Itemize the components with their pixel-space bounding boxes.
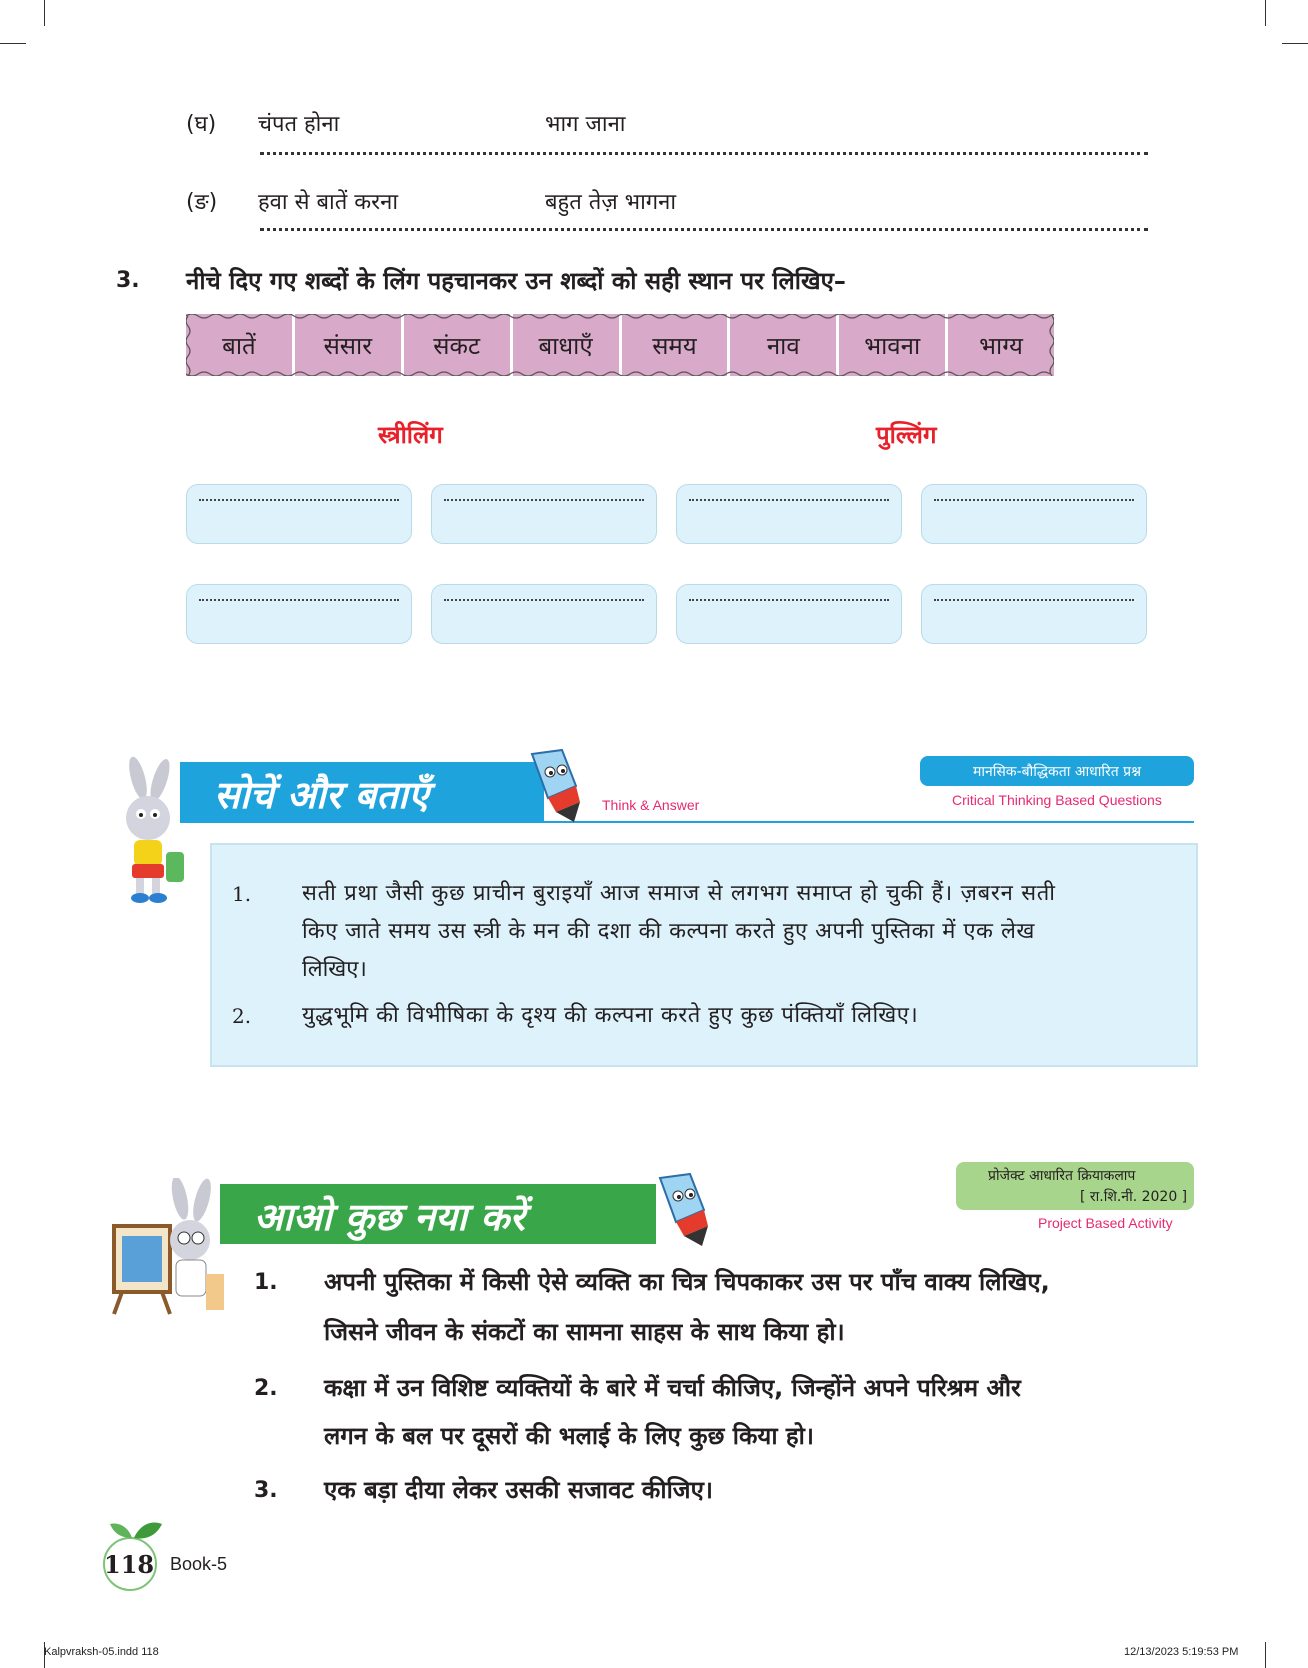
crop-mark [1265, 0, 1266, 26]
word-label: भावना [864, 331, 921, 360]
word-label: समय [652, 331, 697, 360]
project-item-line: एक बड़ा दीया लेकर उसकी सजावट कीजिए। [324, 1476, 713, 1504]
think-item-line: सती प्रथा जैसी कुछ प्राचीन बुराइयाँ आज समाज से लगभग समाप्त हो चुकी हैं। ज़बरन सती [302, 881, 1056, 906]
idiom-label: (ङ) [186, 190, 218, 215]
answer-box[interactable] [186, 484, 412, 544]
answer-box[interactable] [186, 584, 412, 644]
book-label: Book-5 [170, 1554, 228, 1574]
project-tag [956, 1162, 1194, 1210]
answer-box[interactable] [921, 584, 1147, 644]
project-item-line: अपनी पुस्तिका में किसी ऐसे व्यक्ति का चित्र चिपकाकर उस पर पाँच वाक्य लिखिए, [324, 1268, 1050, 1296]
pencil-mascot-icon [650, 1170, 714, 1250]
think-item-line: किए जाते समय उस स्त्री के मन की दशा की कल्पना करते हुए अपनी पुस्तिका में एक लेख [302, 919, 1035, 944]
idiom-text: हवा से बातें करना [258, 190, 399, 215]
crop-mark [1282, 43, 1308, 44]
project-item-line: कक्षा में उन विशिष्ट व्यक्तियों के बारे में चर्चा कीजिए, जिन्होंने अपने परिश्रम और [324, 1374, 1021, 1402]
word-label: संकट [433, 331, 481, 360]
idiom-label: (घ) [186, 112, 217, 137]
think-tag-en: Critical Thinking Based Questions [952, 792, 1162, 808]
crop-mark [1265, 1642, 1266, 1668]
answer-box[interactable] [676, 584, 902, 644]
word-label: बातें [222, 331, 256, 360]
wavy-border [186, 314, 1054, 376]
footer-file: Kalpvraksh-05.indd 118 [44, 1646, 159, 1658]
project-tag-en: Project Based Activity [1038, 1215, 1173, 1231]
rabbit-mascot-icon [108, 756, 188, 906]
project-item-line: लगन के बल पर दूसरों की भलाई के लिए कुछ किया हो। [324, 1422, 814, 1450]
idiom-meaning: भाग जाना [545, 112, 626, 137]
item-number: 3. [254, 1478, 278, 1503]
masculine-heading: पुल्लिंग [876, 420, 937, 449]
word-strip [186, 314, 1054, 376]
think-subtitle: Think & Answer [602, 797, 700, 813]
think-tag [920, 756, 1194, 786]
question-number: 3. [116, 268, 140, 293]
answer-box[interactable] [921, 484, 1147, 544]
answer-box[interactable] [676, 484, 902, 544]
question-text: नीचे दिए गए शब्दों के लिंग पहचानकर उन शब्दों को सही स्थान पर लिखिए– [186, 267, 846, 295]
word-label: बाधाएँ [538, 331, 593, 360]
page-number: 118 [104, 1550, 155, 1579]
think-underline [180, 821, 1194, 823]
feminine-heading: स्त्रीलिंग [378, 420, 443, 449]
project-tag-line2: [ रा.शि.नी. 2020 ] [1080, 1189, 1188, 1205]
pencil-mascot-icon [522, 746, 586, 826]
project-title: आओ कुछ नया करें [254, 1194, 525, 1239]
crop-mark [0, 43, 26, 44]
think-banner [180, 762, 544, 822]
footer-timestamp: 12/13/2023 5:19:53 PM [1124, 1646, 1239, 1658]
project-tag-line1: प्रोजेक्ट आधारित क्रियाकलाप [988, 1168, 1136, 1184]
think-title: सोचें और बताएँ [214, 772, 429, 817]
answer-dotted-line[interactable] [260, 228, 1148, 231]
think-tag-text: मानसिक-बौद्धिकता आधारित प्रश्न [972, 763, 1142, 780]
item-number: 2. [254, 1376, 278, 1401]
idiom-text: चंपत होना [258, 112, 340, 137]
crop-mark [44, 0, 45, 26]
idiom-meaning: बहुत तेज़ भागना [545, 190, 677, 215]
item-number: 1. [254, 1270, 278, 1295]
answer-box[interactable] [431, 584, 657, 644]
answer-dotted-line[interactable] [260, 152, 1148, 155]
word-label: संसार [323, 331, 373, 360]
item-number: 1. [232, 882, 252, 906]
word-label: भाग्य [979, 331, 1023, 360]
item-number: 2. [232, 1004, 252, 1028]
project-banner [220, 1184, 656, 1244]
word-label: नाव [766, 331, 800, 360]
think-item-line: लिखिए। [302, 957, 367, 982]
answer-box[interactable] [431, 484, 657, 544]
project-item-line: जिसने जीवन के संकटों का सामना साहस के साथ किया हो। [324, 1318, 845, 1346]
think-item-line: युद्धभूमि की विभीषिका के दृश्य की कल्पना करते हुए कुछ पंक्तियाँ लिखिए। [302, 1003, 919, 1028]
rabbit-painter-icon [110, 1178, 226, 1316]
